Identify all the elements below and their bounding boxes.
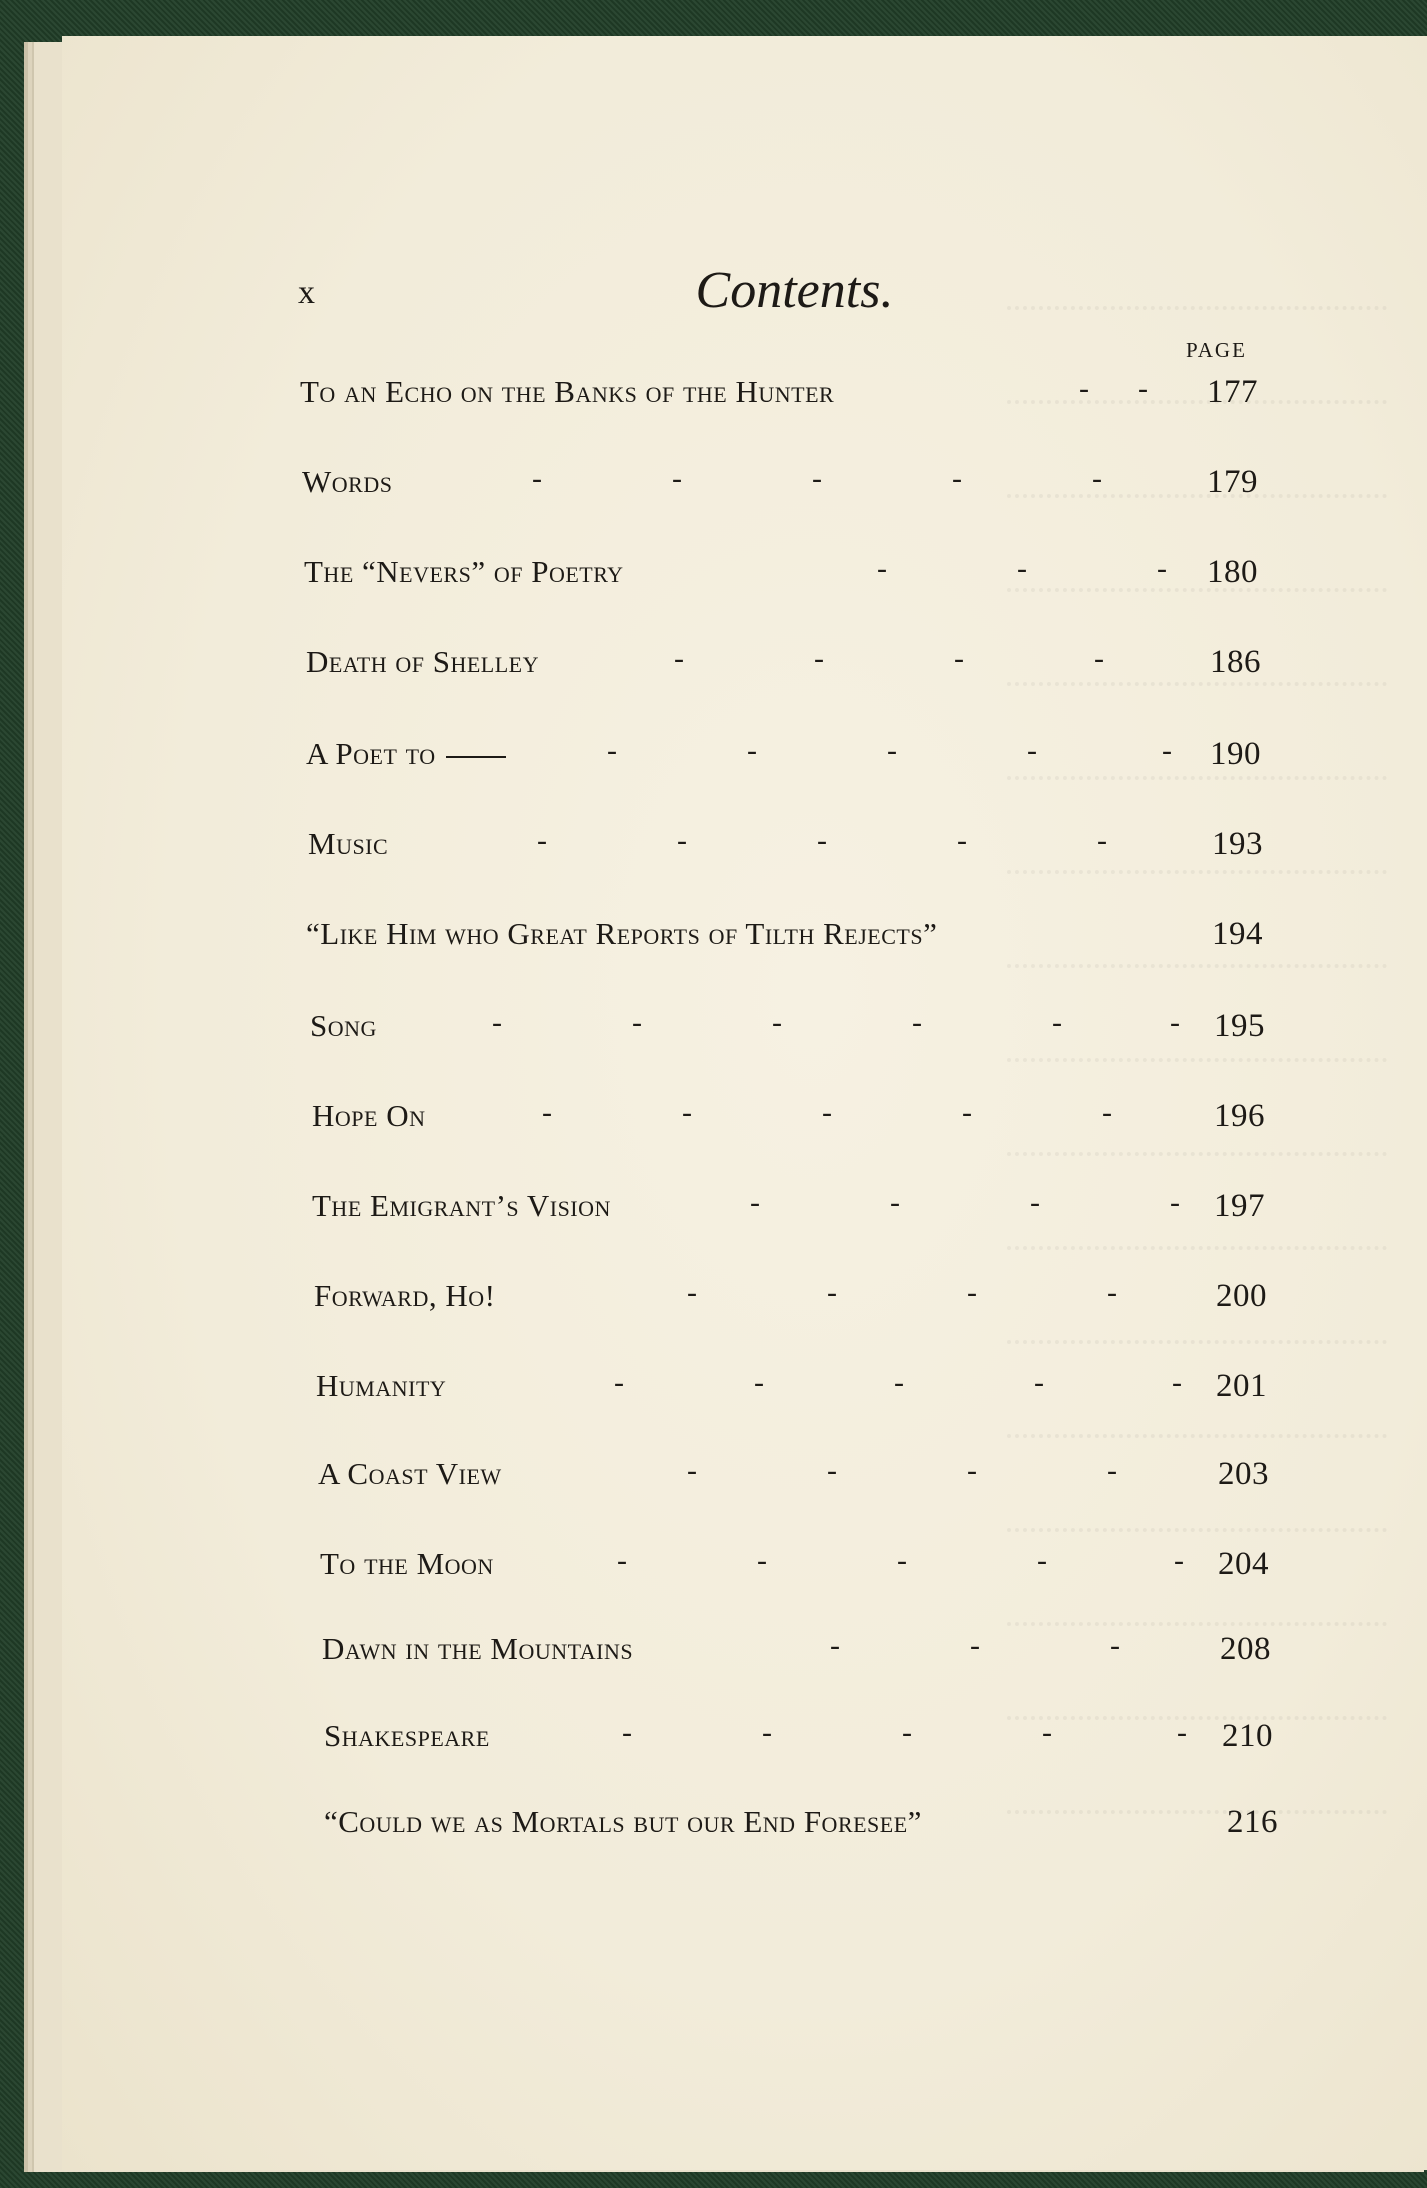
contents-entry xyxy=(62,1456,1427,1506)
entry-title: To the Moon xyxy=(320,1546,494,1581)
entry-title: Dawn in the Mountains xyxy=(322,1631,634,1666)
leader-dash: - xyxy=(890,1186,901,1219)
leader-dash: - xyxy=(677,824,688,857)
leader-dash: - xyxy=(1097,824,1108,857)
leader-dash: - xyxy=(1170,1186,1181,1219)
leader-dash: - xyxy=(1030,1186,1041,1219)
leader-dash: - xyxy=(750,1186,761,1219)
contents-entry xyxy=(62,736,1427,786)
contents-entry xyxy=(62,1098,1427,1148)
entry-title: The “Nevers” of Poetry xyxy=(304,554,624,589)
contents-entry xyxy=(62,1188,1427,1238)
leader-dash: - xyxy=(827,1454,838,1487)
contents-entry xyxy=(62,1631,1427,1681)
leader-dash: - xyxy=(1107,1454,1118,1487)
leader-dash: - xyxy=(1042,1716,1053,1749)
leader-dash: - xyxy=(967,1454,978,1487)
page-column-label: PAGE xyxy=(1186,338,1247,362)
contents-entry xyxy=(62,1804,1427,1854)
leader-dash: - xyxy=(772,1006,783,1039)
leader-dash: - xyxy=(1092,462,1103,495)
leader-dash: - xyxy=(902,1716,913,1749)
entry-page-number: 186 xyxy=(1210,644,1261,680)
leader-dash: - xyxy=(687,1454,698,1487)
leader-dash: - xyxy=(762,1716,773,1749)
entry-page-number: 193 xyxy=(1212,826,1263,862)
entry-page-number: 179 xyxy=(1207,464,1258,500)
contents-entry xyxy=(62,1718,1427,1768)
entry-page-number: 196 xyxy=(1214,1098,1265,1134)
entry-title: “Could we as Mortals but our End Foresee” xyxy=(324,1804,922,1839)
leader-dash: - xyxy=(830,1629,841,1662)
entry-page-number: 200 xyxy=(1216,1278,1267,1314)
leader-dash: - xyxy=(542,1096,553,1129)
leader-dash: - xyxy=(822,1096,833,1129)
contents-entry xyxy=(62,1546,1427,1596)
contents-entry xyxy=(62,1278,1427,1328)
entry-page-number: 201 xyxy=(1216,1368,1267,1404)
contents-entry xyxy=(62,644,1427,694)
leader-dash: - xyxy=(954,642,965,675)
leader-dash: - xyxy=(607,734,618,767)
entry-title: Music xyxy=(308,826,389,861)
leader-dash: - xyxy=(1177,1716,1188,1749)
leader-dash: - xyxy=(962,1096,973,1129)
contents-entry xyxy=(62,464,1427,514)
leader-dash: - xyxy=(952,462,963,495)
entry-title: Humanity xyxy=(316,1368,447,1403)
entry-page-number: 190 xyxy=(1210,736,1261,772)
leader-dash: - xyxy=(967,1276,978,1309)
contents-entry xyxy=(62,826,1427,876)
leader-dash: - xyxy=(1110,1629,1121,1662)
entry-page-number: 197 xyxy=(1214,1188,1265,1224)
leader-dash: - xyxy=(532,462,543,495)
leader-dash: - xyxy=(970,1629,981,1662)
leader-dash: - xyxy=(1094,642,1105,675)
entry-title-text: A Poet to xyxy=(306,736,436,771)
leader-dash: - xyxy=(1037,1544,1048,1577)
leader-dash: - xyxy=(1172,1366,1183,1399)
page-folio: x xyxy=(298,274,316,311)
entry-page-number: 203 xyxy=(1218,1456,1269,1492)
entry-title xyxy=(306,736,506,772)
leader-dash: - xyxy=(877,552,888,585)
leader-dash: - xyxy=(674,642,685,675)
leader-dash: - xyxy=(1017,552,1028,585)
leader-dash: - xyxy=(1052,1006,1063,1039)
contents-entry xyxy=(62,554,1427,604)
entry-title: “Like Him who Great Reports of Tilth Rejects” xyxy=(306,916,938,951)
leader-dash: - xyxy=(687,1276,698,1309)
leader-dash: - xyxy=(622,1716,633,1749)
entry-title: Hope On xyxy=(312,1098,426,1133)
leader-dash: - xyxy=(754,1366,765,1399)
contents-entry xyxy=(62,1368,1427,1418)
leader-dash: - xyxy=(827,1276,838,1309)
leader-dash: - xyxy=(1157,552,1168,585)
leader-dash: - xyxy=(812,462,823,495)
contents-entry xyxy=(62,374,1427,424)
leader-dash: - xyxy=(957,824,968,857)
entry-page-number: 208 xyxy=(1220,1631,1271,1667)
leader-dash: - xyxy=(814,642,825,675)
leader-dash: - xyxy=(757,1544,768,1577)
blank-dash-rule xyxy=(446,756,506,758)
leader-dash: - xyxy=(1079,372,1090,405)
entry-title: Words xyxy=(302,464,393,499)
leader-dash: - xyxy=(632,1006,643,1039)
entry-title: Forward, Ho! xyxy=(314,1278,496,1313)
running-head: Contents. xyxy=(695,262,894,319)
leader-dash: - xyxy=(682,1096,693,1129)
leader-dash: - xyxy=(1034,1366,1045,1399)
entry-page-number: 210 xyxy=(1222,1718,1273,1754)
leader-dash: - xyxy=(912,1006,923,1039)
leader-dash: - xyxy=(897,1544,908,1577)
contents-entry xyxy=(62,916,1427,966)
leader-dash: - xyxy=(1170,1006,1181,1039)
leader-dash: - xyxy=(617,1544,628,1577)
leader-dash: - xyxy=(817,824,828,857)
entry-page-number: 195 xyxy=(1214,1008,1265,1044)
leader-dash: - xyxy=(1174,1544,1185,1577)
leader-dash: - xyxy=(887,734,898,767)
leader-dash: - xyxy=(492,1006,503,1039)
entry-title: Death of Shelley xyxy=(306,644,539,679)
leader-dash: - xyxy=(1107,1276,1118,1309)
leader-dash: - xyxy=(894,1366,905,1399)
entry-title: Song xyxy=(310,1008,377,1043)
entry-page-number: 180 xyxy=(1207,554,1258,590)
entry-page-number: 194 xyxy=(1212,916,1263,952)
leader-dash: - xyxy=(1138,372,1149,405)
leader-dash: - xyxy=(1162,734,1173,767)
entry-page-number: 204 xyxy=(1218,1546,1269,1582)
leader-dash: - xyxy=(1027,734,1038,767)
leader-dash: - xyxy=(537,824,548,857)
leader-dash: - xyxy=(747,734,758,767)
entry-page-number: 177 xyxy=(1207,374,1258,410)
entry-title: The Emigrant’s Vision xyxy=(312,1188,611,1223)
leader-dash: - xyxy=(672,462,683,495)
book-page xyxy=(62,36,1427,2170)
contents-entry xyxy=(62,1008,1427,1058)
leader-dash: - xyxy=(614,1366,625,1399)
entry-page-number: 216 xyxy=(1227,1804,1278,1840)
entry-title: A Coast View xyxy=(318,1456,502,1491)
entry-title: Shakespeare xyxy=(324,1718,490,1753)
leader-dash: - xyxy=(1102,1096,1113,1129)
entry-title: To an Echo on the Banks of the Hunter xyxy=(300,374,835,409)
